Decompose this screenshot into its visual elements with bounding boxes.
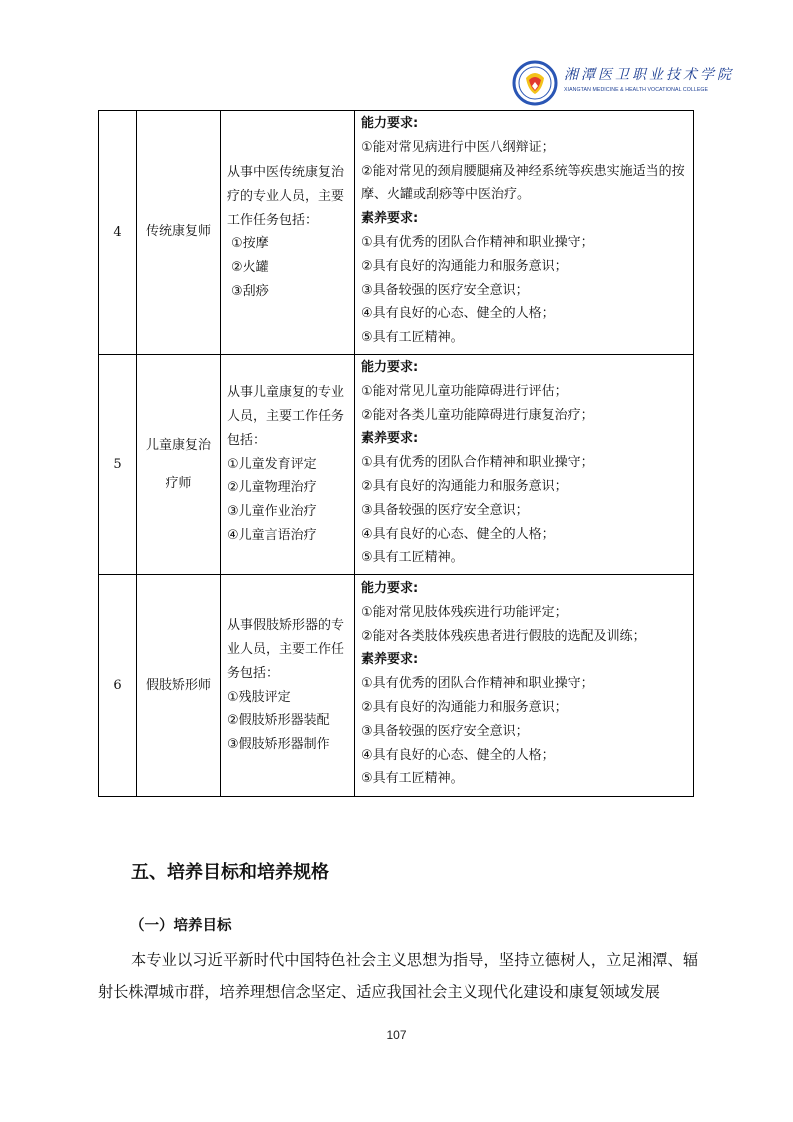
ability-item: ②能对常见的颈肩腰腿痛及神经系统等疾患实施适当的按摩、火罐或刮痧等中医治疗。 xyxy=(361,163,685,203)
ability-item: ①能对常见病进行中医八纲辩证； xyxy=(361,139,555,155)
task-item: ③假肢矫形器制作 xyxy=(227,737,330,753)
quality-item: ⑤具有工匠精神。 xyxy=(361,771,464,787)
quality-item: ②具有良好的沟通能力和服务意识； xyxy=(361,258,568,274)
quality-item: ④具有良好的心态、健全的人格； xyxy=(361,526,555,542)
quality-item: ②具有良好的沟通能力和服务意识； xyxy=(361,700,568,716)
task-intro: 从事中医传统康复治疗的专业人员，主要工作任务包括： xyxy=(227,165,345,228)
quality-heading: 素养要求: xyxy=(361,211,419,227)
task-item: ④儿童言语治疗 xyxy=(227,528,317,544)
ability-heading: 能力要求: xyxy=(361,116,419,131)
section-heading: 五、培养目标和培养规格 xyxy=(131,862,329,883)
quality-heading: 素养要求: xyxy=(361,652,419,668)
ability-item: ①能对常见儿童功能障碍进行评估； xyxy=(361,383,568,399)
career-table xyxy=(98,110,694,797)
task-item: ①儿童发育评定 xyxy=(227,456,317,472)
task-intro: 从事假肢矫形器的专业人员，主要工作任务包括： xyxy=(227,618,345,681)
task-item: ②火罐 xyxy=(231,260,269,276)
quality-item: ⑤具有工匠精神。 xyxy=(361,550,464,566)
task-item: ①残肢评定 xyxy=(227,689,291,705)
task-item: ②儿童物理治疗 xyxy=(227,480,317,496)
ability-heading: 能力要求: xyxy=(361,359,419,375)
position-name: 假肢矫形师 xyxy=(137,575,221,797)
ability-item: ②能对各类儿童功能障碍进行康复治疗； xyxy=(361,407,594,423)
task-intro: 从事儿童康复的专业人员，主要工作任务包括： xyxy=(227,385,345,448)
quality-item: ④具有良好的心态、健全的人格； xyxy=(361,306,555,322)
body-paragraph: 本专业以习近平新时代中国特色社会主义思想为指导，坚持立德树人，立足湘潭、辐射长株潭城市群，培养理想信念坚定、适应我国社会主义现代化建设和康复领域发展 xyxy=(98,951,698,1001)
quality-item: ③具备较强的医疗安全意识； xyxy=(361,723,529,739)
work-tasks xyxy=(221,575,355,797)
table-row xyxy=(99,354,694,574)
requirements xyxy=(355,354,694,574)
quality-item: ⑤具有工匠精神。 xyxy=(361,330,464,346)
quality-item: ③具备较强的医疗安全意识； xyxy=(361,282,529,298)
table-row xyxy=(99,575,694,797)
task-item: ③儿童作业治疗 xyxy=(227,504,317,520)
row-number: 4 xyxy=(99,111,137,355)
quality-heading: 素养要求: xyxy=(361,431,419,447)
requirements xyxy=(355,575,694,797)
quality-item: ①具有优秀的团队合作精神和职业操守； xyxy=(361,676,594,692)
quality-item: ④具有良好的心态、健全的人格； xyxy=(361,747,555,763)
quality-item: ③具备较强的医疗安全意识； xyxy=(361,502,529,518)
position-name: 传统康复师 xyxy=(137,111,221,355)
requirements xyxy=(355,111,694,355)
row-number: 5 xyxy=(99,354,137,574)
ability-heading: 能力要求: xyxy=(361,581,419,597)
ability-item: ①能对常见肢体残疾进行功能评定； xyxy=(361,604,568,620)
ability-item: ②能对各类肢体残疾患者进行假肢的选配及训练； xyxy=(361,628,646,644)
task-item: ①按摩 xyxy=(231,236,269,252)
school-logo xyxy=(512,60,734,104)
table-row xyxy=(99,111,694,355)
task-item: ②假肢矫形器装配 xyxy=(227,713,330,729)
quality-item: ②具有良好的沟通能力和服务意识； xyxy=(361,478,568,494)
quality-item: ①具有优秀的团队合作精神和职业操守； xyxy=(361,455,594,471)
school-name: 湘潭医卫职业技术学院 xyxy=(564,67,734,83)
school-name-english: XIANGTAN MEDICINE & HEALTH VOCATIONAL COLLEGE xyxy=(564,87,709,93)
work-tasks xyxy=(221,354,355,574)
position-name: 儿童康复治疗师 xyxy=(137,354,221,574)
task-item: ③刮痧 xyxy=(231,284,269,300)
subsection-heading: （一）培养目标 xyxy=(130,918,232,934)
school-emblem-icon xyxy=(512,60,558,106)
work-tasks xyxy=(221,111,355,355)
page-number: 107 xyxy=(386,1028,407,1042)
quality-item: ①具有优秀的团队合作精神和职业操守； xyxy=(361,234,594,250)
row-number: 6 xyxy=(99,575,137,797)
